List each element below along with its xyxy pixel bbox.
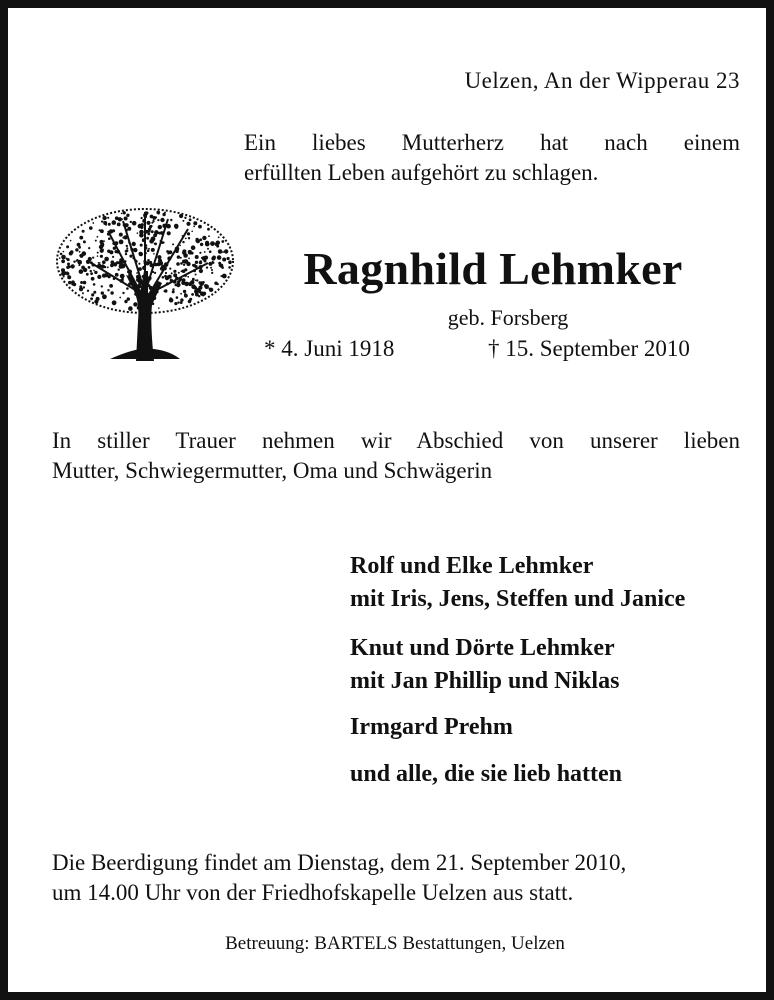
family-line: Irmgard Prehm [350,714,513,740]
family-line: mit Jan Phillip und Niklas [350,668,620,694]
birth-date: * 4. Juni 1918 [264,336,395,361]
undertaker-credit: Betreuung: BARTELS Bestattungen, Uelzen [225,933,565,954]
funeral-info [52,848,752,908]
funeral-line-2: um 14.00 Uhr von der Friedhofskapelle Uelzen aus statt. [52,880,574,905]
mourning-line-1: In stiller Trauer nehmen wir Abschied von unserer lieben [52,428,740,453]
mourning-text [52,426,740,486]
address: Uelzen, An der Wipperau 23 [464,68,740,93]
maiden-name: geb. Forsberg [447,305,569,330]
family-line: mit Iris, Jens, Steffen und Janice [350,586,686,612]
mourning-line-2: Mutter, Schwiegermutter, Oma und Schwägerin [52,458,493,483]
family-line: Knut und Dörte Lehmker [350,635,615,661]
intro-line-2: erfüllten Leben aufgehört zu schlagen. [244,160,599,185]
family-group [350,711,750,744]
family-group [350,758,750,791]
intro-line-1: Ein liebes Mutterherz hat nach einem [244,130,740,155]
family-group [350,632,750,698]
family-line: und alle, die sie lieb hatten [350,761,623,787]
intro-text [244,128,740,188]
funeral-line-1: Die Beerdigung findet am Dienstag, dem 21. September 2010, [52,850,627,875]
deceased-name: Ragnhild Lehmker [303,243,683,294]
death-date: † 15. September 2010 [488,336,690,361]
tree-icon [48,201,242,361]
family-line: Rolf und Elke Lehmker [350,553,594,579]
family-group [350,550,750,616]
